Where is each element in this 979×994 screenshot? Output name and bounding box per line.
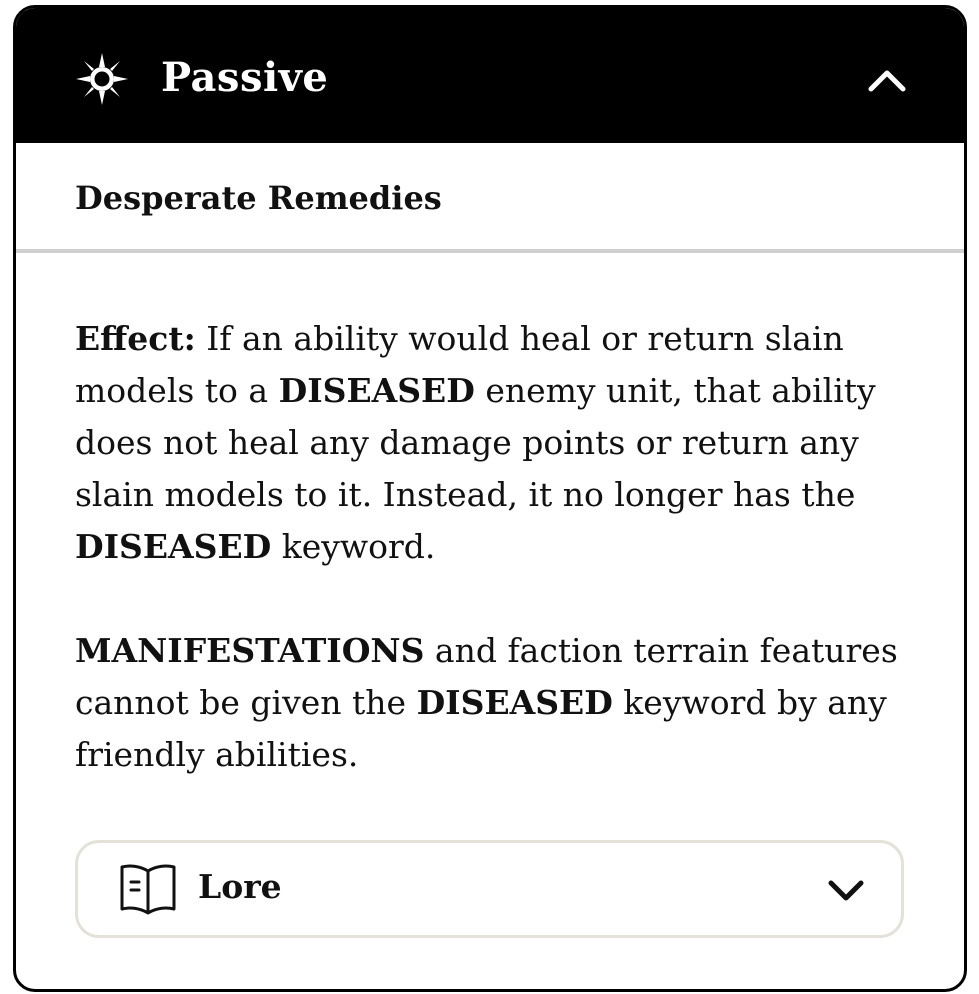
chevron-up-icon	[867, 65, 907, 93]
ability-name-row	[16, 143, 964, 253]
keyword-diseased: DISEASED	[75, 527, 272, 566]
keyword-diseased: DISEASED	[278, 371, 475, 410]
effect-label: Effect:	[75, 319, 196, 358]
lore-expander[interactable]	[75, 840, 904, 938]
restriction-text-2: keyword by any friendly abilities.	[75, 683, 887, 774]
collapse-button[interactable]	[858, 54, 916, 104]
ability-name: Desperate Remedies	[75, 179, 442, 217]
ability-card-header[interactable]	[16, 8, 964, 143]
effect-paragraph	[75, 313, 905, 573]
effect-text-2: enemy unit, that ability does not heal any damage points or return any slain models to it. Instead, it no longer has the	[75, 371, 876, 514]
restriction-paragraph	[75, 625, 905, 781]
restriction-text-1: and faction terrain features cannot be given the	[75, 631, 898, 722]
ability-description	[75, 313, 905, 781]
ability-card	[13, 5, 967, 992]
effect-text-1: If an ability would heal or return slain models to a	[75, 319, 844, 410]
effect-text-3: keyword.	[271, 527, 436, 566]
sun-icon	[76, 53, 128, 105]
chevron-down-icon	[826, 873, 866, 909]
keyword-diseased: DISEASED	[416, 683, 613, 722]
book-icon	[118, 861, 178, 917]
phase-title: Passive	[161, 54, 329, 101]
lore-label: Lore	[198, 867, 282, 906]
keyword-manifestations: MANIFESTATIONS	[75, 631, 425, 670]
